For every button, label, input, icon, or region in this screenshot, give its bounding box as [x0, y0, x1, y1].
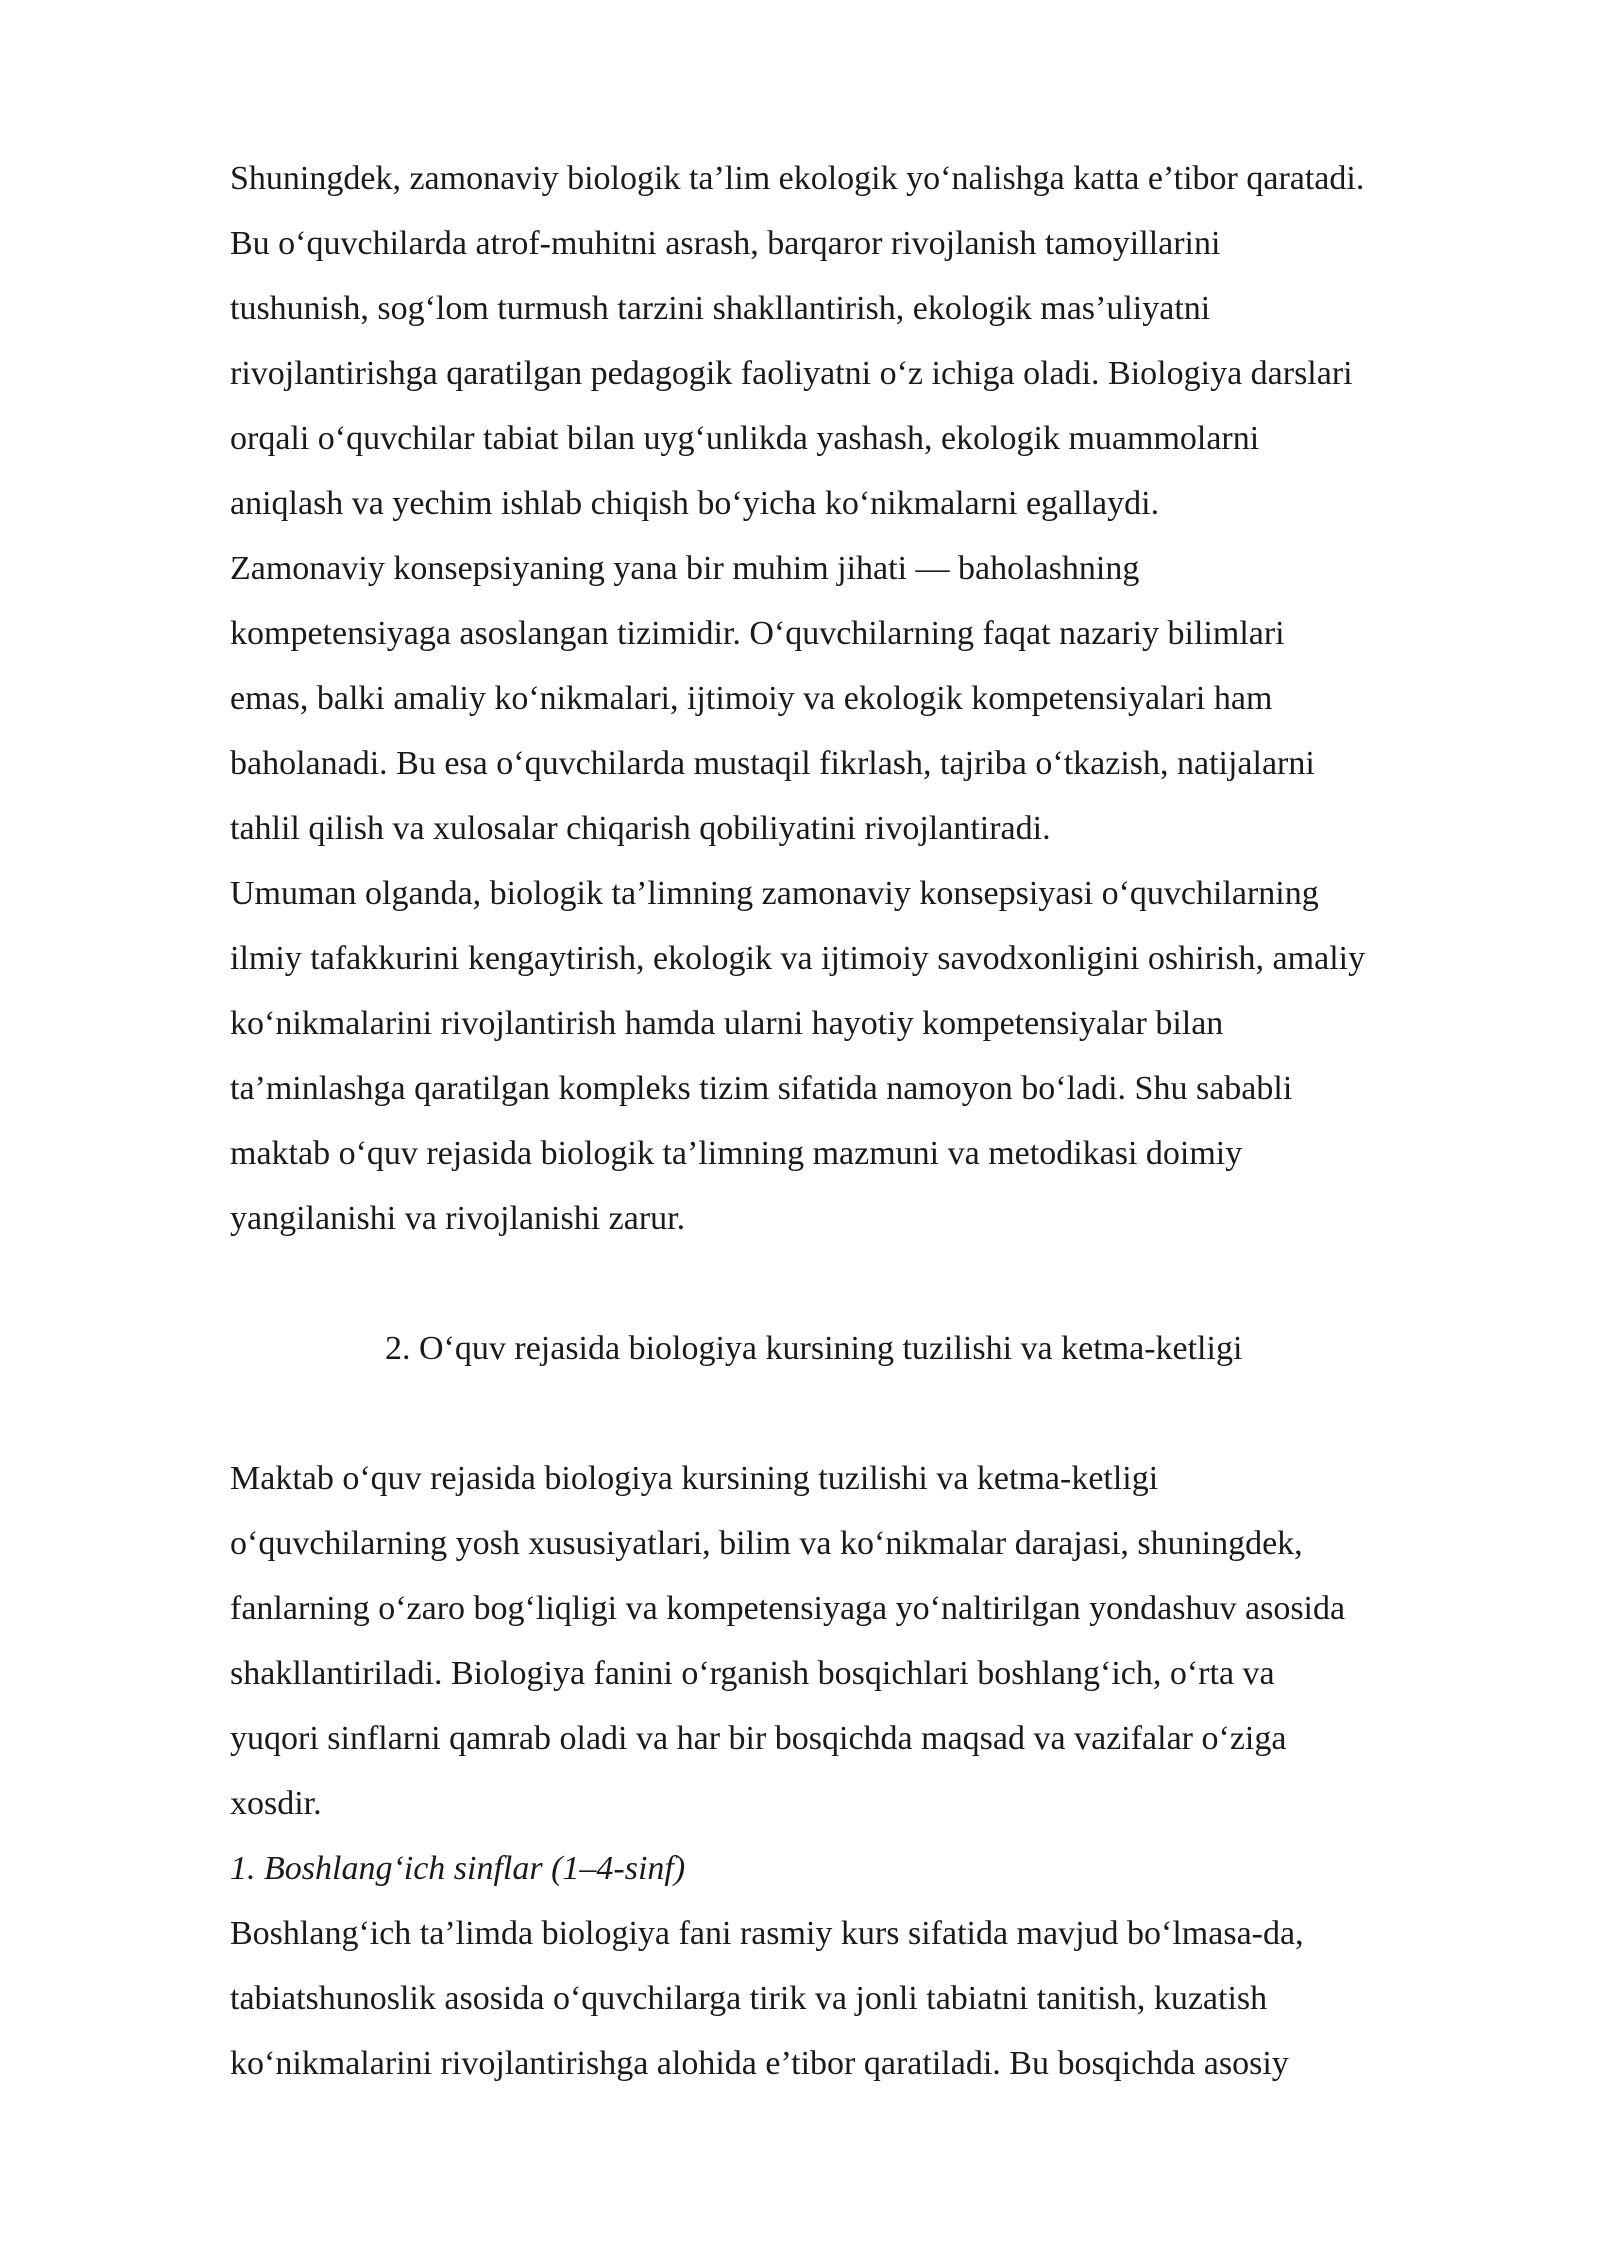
- paragraph-primary-grades: [230, 1901, 1510, 2096]
- text-line: yuqori sinflarni qamrab oladi va har bir bosqichda maqsad va vazifalar o‘ziga: [230, 1720, 1287, 1757]
- section-heading: 2. O‘quv rejasida biologiya kursining tuzilishi va ketma-ketligi: [385, 1330, 1243, 1367]
- text-line: tahlil qilish va xulosalar chiqarish qobiliyatini rivojlantiradi.: [230, 810, 1051, 847]
- text-line: shakllantiriladi. Biologiya fanini o‘rganish bosqichlari boshlang‘ich, o‘rta va: [230, 1655, 1275, 1692]
- text-line: Umuman olganda, biologik ta’limning zamonaviy konsepsiyasi o‘quvchilarning: [230, 875, 1319, 912]
- text-line: orqali o‘quvchilar tabiat bilan uyg‘unlikda yashash, ekologik muammolarni: [230, 420, 1260, 457]
- text-line: ko‘nikmalarini rivojlantirishga alohida e’tibor qaratiladi. Bu bosqichda asosiy: [230, 2045, 1289, 2082]
- text-line: Maktab o‘quv rejasida biologiya kursining tuzilishi va ketma-ketligi: [230, 1460, 1159, 1497]
- blank-line: [230, 1381, 1510, 1446]
- text-line: baholanadi. Bu esa o‘quvchilarda mustaqil fikrlash, tajriba o‘tkazish, natijalarni: [230, 745, 1315, 782]
- paragraph-assessment: [230, 536, 1510, 861]
- subheading: 1. Boshlang‘ich sinflar (1–4-sinf): [230, 1850, 686, 1887]
- text-line: Zamonaviy konsepsiyaning yana bir muhim jihati — baholashning: [230, 550, 1140, 587]
- paragraph-conclusion: [230, 861, 1510, 1251]
- document-body: [230, 146, 1510, 2096]
- text-line: maktab o‘quv rejasida biologik ta’limning mazmuni va metodikasi doimiy: [230, 1135, 1243, 1172]
- text-line: ilmiy tafakkurini kengaytirish, ekologik va ijtimoiy savodxonligini oshirish, amaliy: [230, 940, 1366, 977]
- text-line: ta’minlashga qaratilgan kompleks tizim sifatida namoyon bo‘ladi. Shu sababli: [230, 1070, 1293, 1107]
- paragraph-ecological-education: [230, 146, 1510, 536]
- text-line: ko‘nikmalarini rivojlantirish hamda ularni hayotiy kompetensiyalar bilan: [230, 1005, 1224, 1042]
- text-line: Boshlang‘ich ta’limda biologiya fani rasmiy kurs sifatida mavjud bo‘lmasa-da,: [230, 1915, 1304, 1952]
- text-line: aniqlash va yechim ishlab chiqish bo‘yicha ko‘nikmalarni egallaydi.: [230, 485, 1160, 522]
- text-line: Bu o‘quvchilarda atrof-muhitni asrash, barqaror rivojlanish tamoyillarini: [230, 225, 1221, 262]
- text-line: xosdir.: [230, 1785, 322, 1822]
- text-line: Shuningdek, zamonaviy biologik ta’lim ekologik yo‘nalishga katta e’tibor qaratadi.: [230, 160, 1365, 197]
- text-line: emas, balki amaliy ko‘nikmalari, ijtimoiy va ekologik kompetensiyalari ham: [230, 680, 1273, 717]
- text-line: tushunish, sog‘lom turmush tarzini shakllantirish, ekologik mas’uliyatni: [230, 290, 1211, 327]
- text-line: yangilanishi va rivojlanishi zarur.: [230, 1200, 686, 1237]
- text-line: rivojlantirishga qaratilgan pedagogik faoliyatni o‘z ichiga oladi. Biologiya darslari: [230, 355, 1353, 392]
- text-line: o‘quvchilarning yosh xususiyatlari, bilim va ko‘nikmalar darajasi, shuningdek,: [230, 1525, 1303, 1562]
- paragraph-course-structure: [230, 1446, 1510, 1836]
- blank-line: [230, 1251, 1510, 1316]
- text-line: tabiatshunoslik asosida o‘quvchilarga tirik va jonli tabiatni tanitish, kuzatish: [230, 1980, 1268, 2017]
- text-line: fanlarning o‘zaro bog‘liqligi va kompetensiyaga yo‘naltirilgan yondashuv asosida: [230, 1590, 1346, 1627]
- text-line: kompetensiyaga asoslangan tizimidir. O‘quvchilarning faqat nazariy bilimlari: [230, 615, 1285, 652]
